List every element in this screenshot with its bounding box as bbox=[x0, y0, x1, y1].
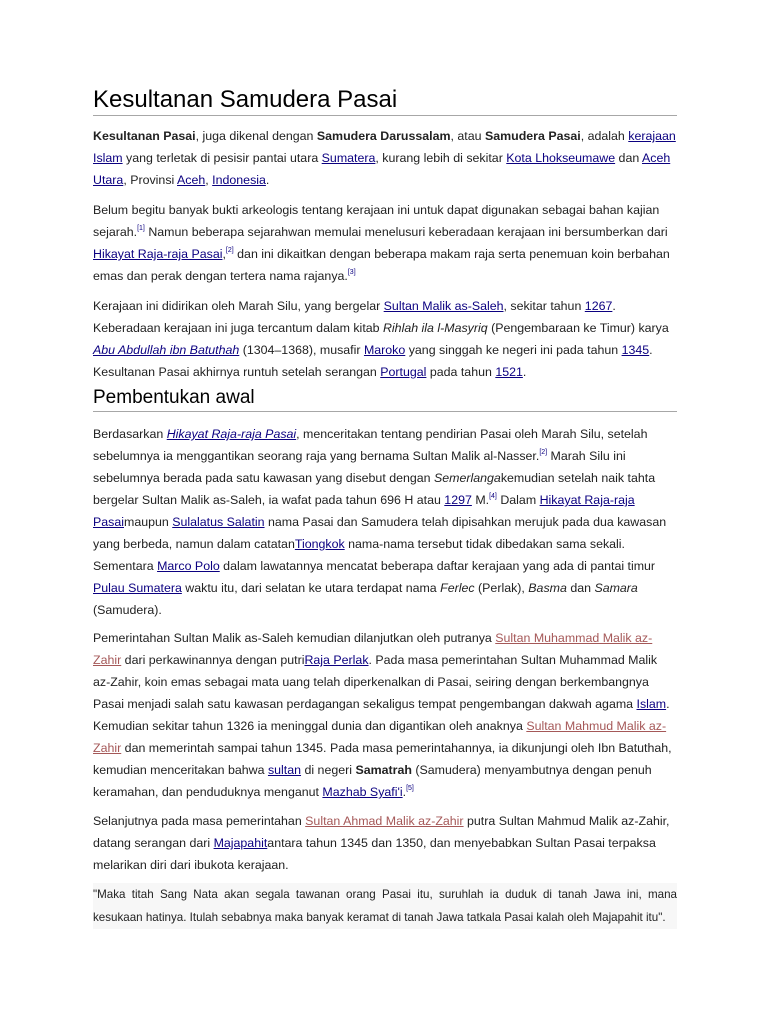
text: nama Pasai dan Samudera telah dipisahkan merujuk pada dua kawasan yang berbeda, namun dalam catatan bbox=[93, 515, 667, 551]
link-maroko[interactable]: Maroko bbox=[363, 343, 406, 357]
blockquote: "Maka titah Sang Nata akan segala tawanan orang Pasai itu, suruhlah ia duduk di tanah Jawa ini, mana kesukaan hatinya. Itulah sebabnya maka banyak keramat di tanah Jawa tatkala Pasai kalah oleh Majapahit itu". bbox=[93, 883, 677, 929]
text: . Kemudian sekitar tahun 1326 ia meninggal dunia dan digantikan oleh anaknya bbox=[93, 697, 670, 733]
text: , sekitar tahun bbox=[503, 299, 585, 313]
text: , adalah bbox=[580, 129, 629, 143]
paragraph-berdasarkan bbox=[93, 423, 677, 621]
text: putra Sultan Mahmud Malik az-Zahir, datang serangan dari bbox=[93, 814, 670, 850]
link-kota-lhokseumawe[interactable]: Kota Lhokseumawe bbox=[506, 151, 616, 165]
text: dan bbox=[615, 151, 642, 165]
bold-term: Samatrah bbox=[355, 763, 412, 777]
text: Pemerintahan Sultan Malik as-Saleh kemudian dilanjutkan oleh putranya bbox=[93, 631, 496, 645]
link-sultan-mahmud[interactable]: Sultan Mahmud Malik az-Zahir bbox=[93, 719, 667, 755]
reference-link[interactable]: [3] bbox=[347, 269, 356, 276]
text: kemudian setelah naik tahta bergelar Sultan Malik as-Saleh, ia wafat pada tahun 696 H atau bbox=[93, 471, 656, 507]
article bbox=[93, 86, 677, 929]
link-hikayat[interactable]: Hikayat Raja-raja Pasai bbox=[166, 427, 297, 441]
bold-term: Samudera Darussalam bbox=[316, 129, 451, 143]
text: , kurang lebih di sekitar bbox=[375, 151, 507, 165]
paragraph-pendirian bbox=[93, 295, 677, 383]
link-sultan-ahmad[interactable]: Sultan Ahmad Malik az-Zahir bbox=[305, 814, 464, 828]
link-sumatera[interactable]: Sumatera bbox=[321, 151, 376, 165]
text: maupun bbox=[124, 515, 173, 529]
text: pada tahun bbox=[426, 365, 496, 379]
link-ibn-batuthah[interactable]: Abu Abdullah ibn Batuthah bbox=[93, 343, 240, 357]
text: , atau bbox=[450, 129, 485, 143]
text: Marah Silu ini sebelumnya berada pada satu kawasan yang disebut dengan bbox=[93, 449, 626, 485]
link-1521[interactable]: 1521 bbox=[495, 365, 523, 379]
text: dalam lawatannya mencatat beberapa daftar kerajaan yang ada di pantai timur bbox=[219, 559, 656, 573]
section-heading: Pembentukan awal bbox=[93, 387, 677, 412]
text: . bbox=[265, 173, 270, 187]
italic-term: Semerlanga bbox=[434, 471, 501, 485]
link-sulalatus-salatin[interactable]: Sulalatus Salatin bbox=[172, 515, 265, 529]
text: dan ini dikaitkan dengan beberapa makam raja serta penemuan koin berbahan emas dan perak dengan tertera nama rajanya. bbox=[93, 247, 670, 283]
link-1345[interactable]: 1345 bbox=[621, 343, 650, 357]
text: yang terletak di pesisir pantai utara bbox=[122, 151, 322, 165]
text: , Provinsi bbox=[123, 173, 178, 187]
text: (1304–1368), musafir bbox=[239, 343, 364, 357]
text: nama-nama tersebut tidak dibedakan sama sekali. Sementara bbox=[93, 537, 625, 573]
reference-link[interactable]: [2] bbox=[539, 449, 548, 456]
text: (Perlak), bbox=[474, 581, 529, 595]
text: di negeri bbox=[301, 763, 356, 777]
italic-title: Rihlah ila l-Masyriq bbox=[382, 321, 488, 335]
text: Selanjutnya pada masa pemerintahan bbox=[93, 814, 306, 828]
italic-term: Samara bbox=[594, 581, 638, 595]
intro-paragraph bbox=[93, 125, 677, 191]
paragraph-arkeologi bbox=[93, 199, 677, 287]
text: . Keberadaan kerajaan ini juga tercantum dalam kitab bbox=[93, 299, 616, 335]
link-marco-polo[interactable]: Marco Polo bbox=[157, 559, 220, 573]
text: Dalam bbox=[496, 493, 540, 507]
text: . Kesultanan Pasai akhirnya runtuh setelah serangan bbox=[93, 343, 653, 379]
text: (Samudera) menyambutnya dengan penuh keramahan, dan penduduknya menganut bbox=[93, 763, 652, 799]
text: Namun beberapa sejarahwan memulai menelusuri keberadaan kerajaan ini bersumberkan dari bbox=[144, 225, 668, 239]
link-1267[interactable]: 1267 bbox=[584, 299, 613, 313]
text: dan memerintah sampai tahun 1345. Pada masa pemerintahannya, ia dikunjungi oleh Ibn Batuthah, kemudian menceritakan bahwa bbox=[93, 741, 672, 777]
reference-2[interactable] bbox=[226, 247, 234, 254]
paragraph-majapahit bbox=[93, 810, 677, 876]
link-indonesia[interactable]: Indonesia bbox=[212, 173, 266, 187]
text: . Pada masa pemerintahan Sultan Muhammad Malik az-Zahir, koin emas sebagai mata uang telah diperkenalkan di Pasai, seiring dengan berkembangnya Pasai menjadi salah satu kawasan perdagangan sekaligus tempat pengembangan dakwah agama bbox=[93, 653, 658, 711]
link-1297[interactable]: 1297 bbox=[444, 493, 472, 507]
bold-term: Samudera Pasai bbox=[484, 129, 581, 143]
text: waktu itu, dari selatan ke utara terdapat nama bbox=[181, 581, 441, 595]
reference-3[interactable] bbox=[348, 269, 356, 276]
link-kerajaan[interactable]: kerajaan bbox=[628, 129, 676, 143]
text: antara tahun 1345 dan 1350, dan menyebabkan Sultan Pasai terpaksa melarikan diri dari ibukota kerajaan. bbox=[93, 836, 656, 872]
text: dan bbox=[566, 581, 595, 595]
text: Kerajaan ini didirikan oleh Marah Silu, yang bergelar bbox=[93, 299, 384, 313]
link-tiongkok[interactable]: Tiongkok bbox=[294, 537, 345, 551]
link-sultan[interactable]: sultan bbox=[267, 763, 302, 777]
text: . bbox=[522, 365, 527, 379]
text: , bbox=[222, 247, 226, 261]
text: Belum begitu banyak bukti arkeologis tentang kerajaan ini untuk dapat digunakan sebagai bahan kajian sejarah. bbox=[93, 203, 660, 239]
link-islam[interactable]: Islam bbox=[636, 697, 667, 711]
text: M. bbox=[471, 493, 490, 507]
reference-link[interactable]: [1] bbox=[137, 225, 145, 232]
italic-term: Ferlec bbox=[440, 581, 475, 595]
link-raja-perlak[interactable]: Raja Perlak bbox=[304, 653, 369, 667]
text: , bbox=[205, 173, 213, 187]
page-title: Kesultanan Samudera Pasai bbox=[93, 86, 677, 116]
reference-5[interactable] bbox=[406, 785, 414, 792]
link-aceh-utara[interactable]: Aceh Utara bbox=[93, 151, 671, 187]
bold-term: Kesultanan Pasai bbox=[93, 129, 196, 143]
reference-link[interactable]: [4] bbox=[489, 493, 497, 500]
text: . bbox=[402, 785, 407, 799]
text: dari perkawinannya dengan putri bbox=[121, 653, 305, 667]
reference-link[interactable]: [5] bbox=[406, 785, 414, 792]
link-majapahit[interactable]: Majapahit bbox=[213, 836, 268, 850]
link-mazhab-syafii[interactable]: Mazhab Syafi'i bbox=[322, 785, 403, 799]
reference-4[interactable] bbox=[489, 493, 497, 500]
reference-link[interactable]: [2] bbox=[225, 247, 234, 254]
reference-2[interactable] bbox=[539, 449, 547, 456]
text: (Samudera). bbox=[93, 603, 162, 617]
link-islam[interactable]: Islam bbox=[93, 151, 123, 165]
link-portugal[interactable]: Portugal bbox=[380, 365, 427, 379]
text: , menceritakan tentang pendirian Pasai oleh Marah Silu, setelah sebelumnya ia menggantikan seorang raja yang bernama Sultan Malik al-Nasser. bbox=[93, 427, 648, 463]
link-hikayat[interactable]: Hikayat Raja-raja Pasai bbox=[93, 247, 223, 261]
link-sultan-malik-as-saleh[interactable]: Sultan Malik as-Saleh bbox=[383, 299, 504, 313]
text: (Pengembaraan ke Timur) karya bbox=[487, 321, 669, 335]
italic-term: Basma bbox=[528, 581, 567, 595]
link-hikayat-2[interactable]: Hikayat Raja-raja Pasai bbox=[93, 493, 635, 529]
reference-1[interactable] bbox=[137, 225, 145, 232]
link-sultan-muhammad[interactable]: Sultan Muhammad Malik az-Zahir bbox=[93, 631, 653, 667]
text: , juga dikenal dengan bbox=[195, 129, 317, 143]
link-pulau-sumatera[interactable]: Pulau Sumatera bbox=[93, 581, 182, 595]
paragraph-pemerintahan bbox=[93, 627, 677, 803]
link-aceh[interactable]: Aceh bbox=[177, 173, 206, 187]
text: Berdasarkan bbox=[93, 427, 167, 441]
text: yang singgah ke negeri ini pada tahun bbox=[405, 343, 622, 357]
